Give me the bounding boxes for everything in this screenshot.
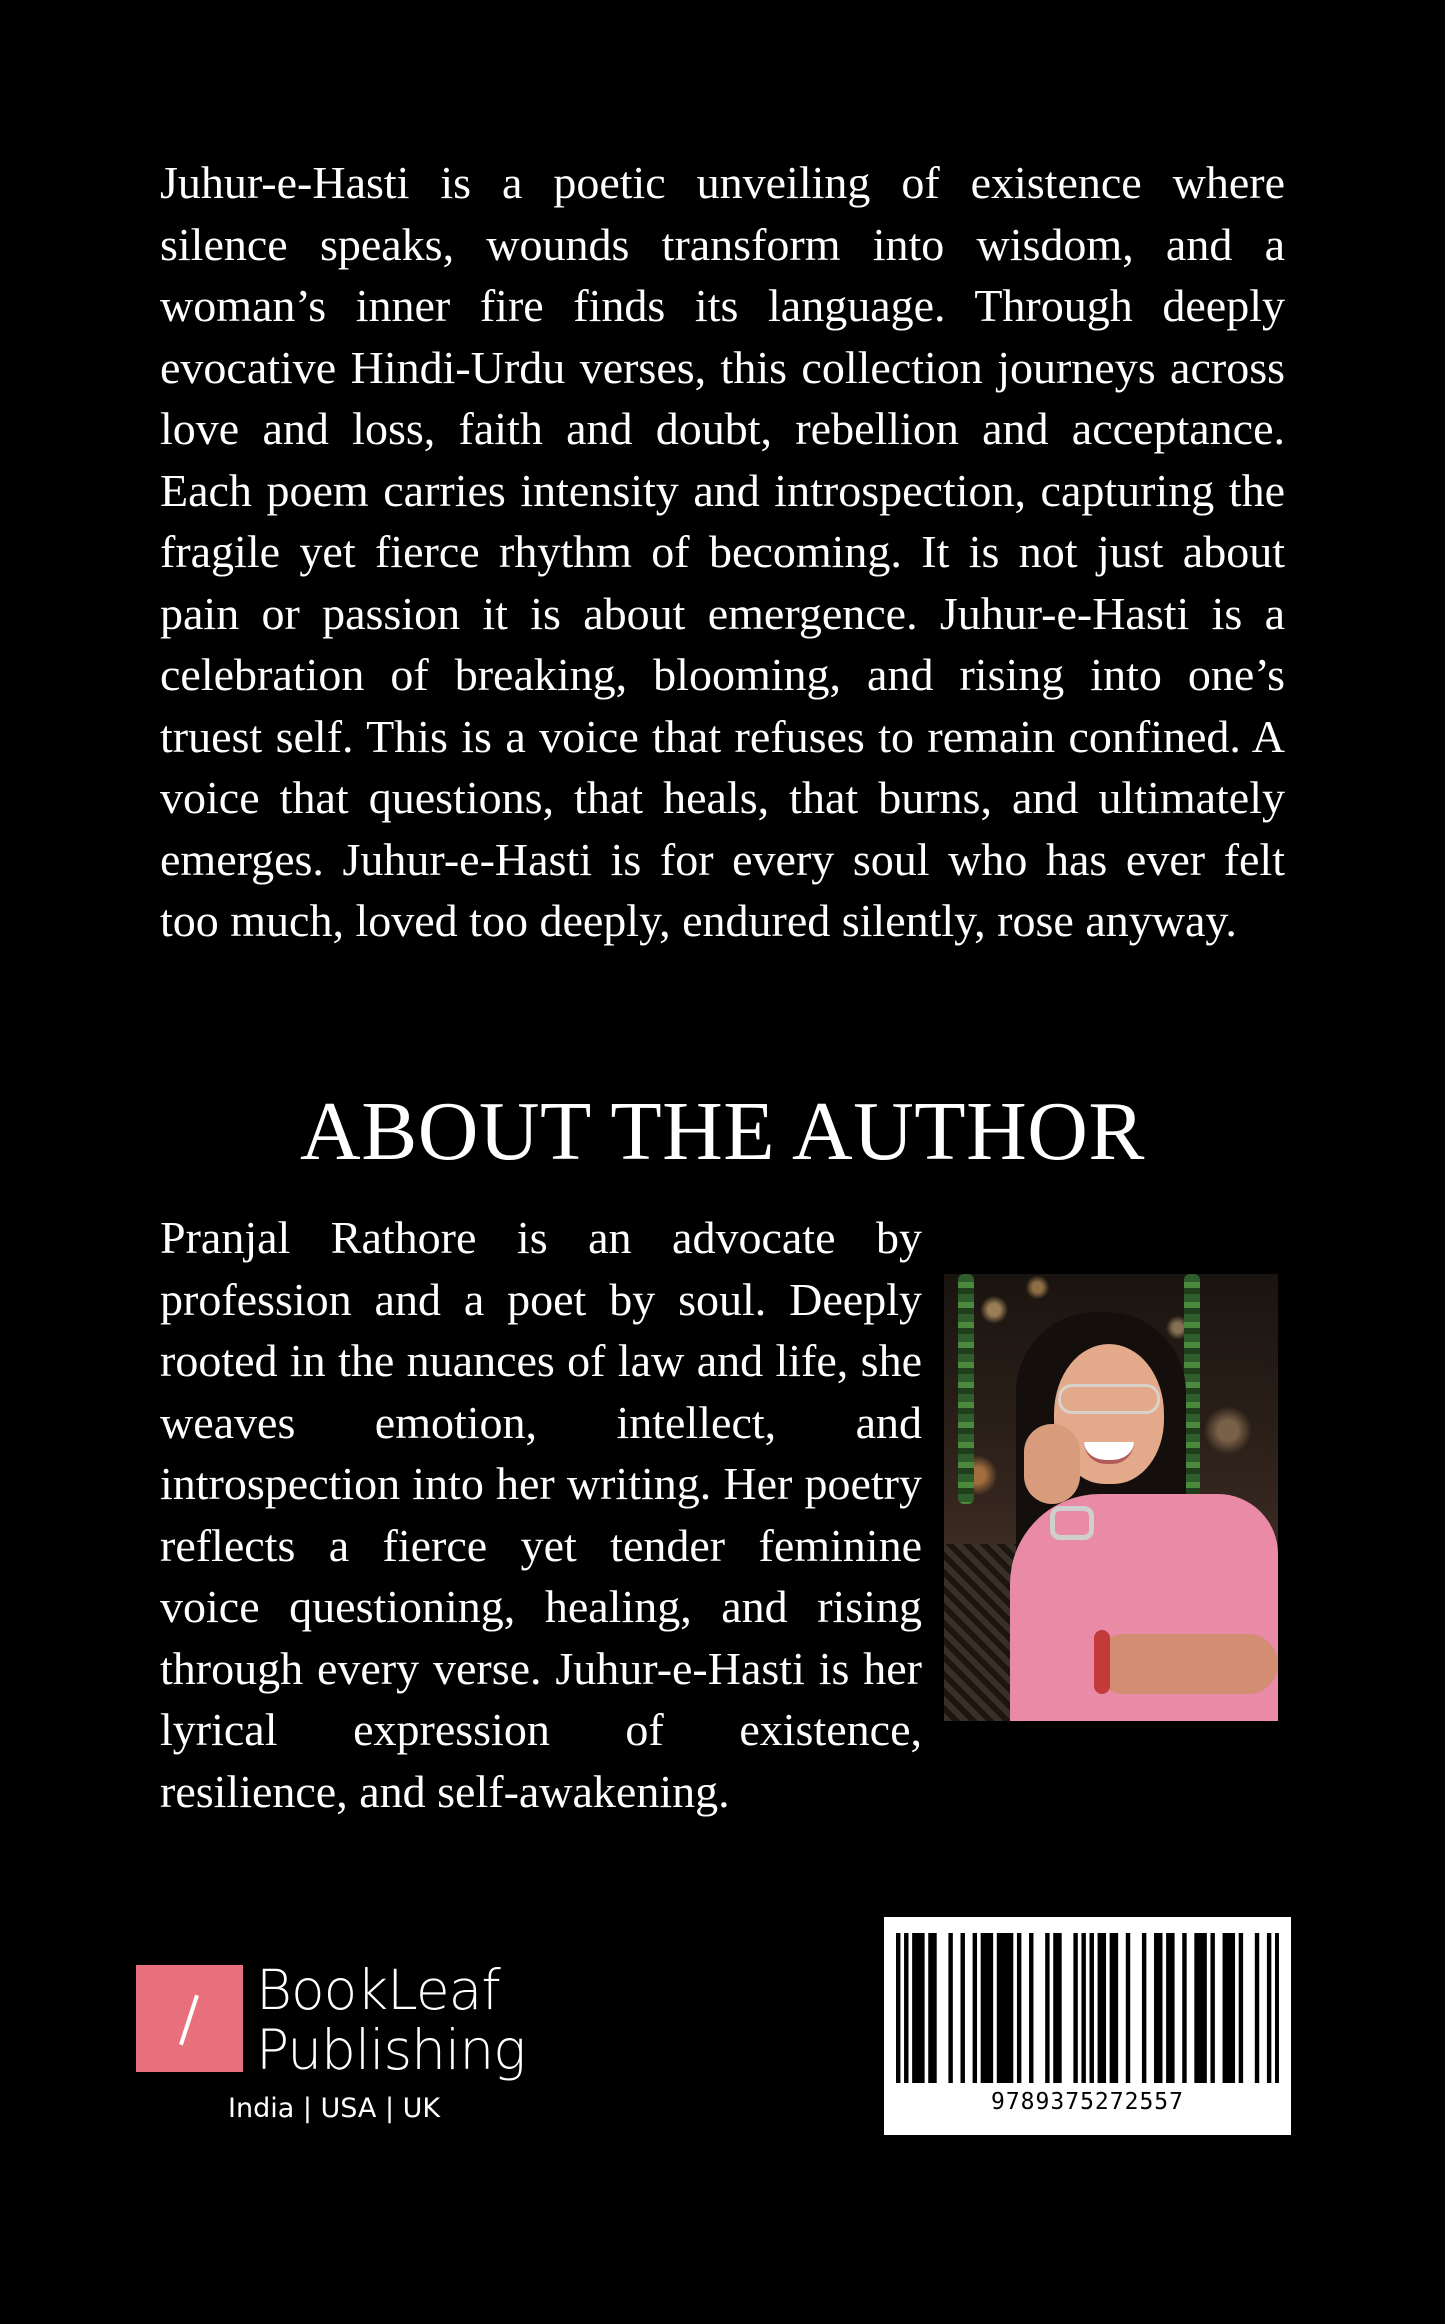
- author-watch: [1050, 1506, 1094, 1540]
- barcode-bar: [1267, 1933, 1271, 2083]
- author-bio: Pranjal Rathore is an advocate by profession and a poet by soul. Deeply rooted in the nuances of law and life, she weaves emotion, intellect, and introspection into her writing. Her poetry reflects a fierce yet tender feminine voice questioning, healing, and rising through every verse. Juhur-e-Hasti is her lyrical expression of existence, resilience, and self-awakening.: [160, 1212, 922, 1817]
- barcode-bar: [904, 1933, 908, 2083]
- author-glasses: [1058, 1384, 1160, 1414]
- barcode-bar: [1017, 1933, 1021, 2083]
- about-author-heading: ABOUT THE AUTHOR: [300, 1085, 1145, 1178]
- vine-decoration: [958, 1274, 974, 1504]
- barcode-bar: [1231, 1933, 1235, 2083]
- author-bangle: [1094, 1630, 1110, 1694]
- barcode-bars: [896, 1933, 1279, 2083]
- publisher-logo-icon: [136, 1965, 243, 2072]
- barcode-bar: [1154, 1933, 1158, 2083]
- publisher-name: [256, 1960, 556, 2080]
- isbn-barcode: [884, 1917, 1291, 2135]
- barcode-bar: [1166, 1933, 1170, 2083]
- author-arm: [1094, 1634, 1278, 1694]
- barcode-bar: [1227, 1933, 1231, 2083]
- barcode-bar: [1126, 1933, 1130, 2083]
- barcode-bar: [1114, 1933, 1118, 2083]
- barcode-bar: [1198, 1933, 1202, 2083]
- barcode-bar: [896, 1933, 900, 2083]
- slash-icon: [179, 1995, 199, 2046]
- barcode-bar: [997, 1933, 1001, 2083]
- barcode-bar: [912, 1933, 916, 2083]
- barcode-bar: [973, 1933, 977, 2083]
- barcode-bar: [932, 1933, 936, 2083]
- barcode-bar: [961, 1933, 965, 2083]
- barcode-bar: [1158, 1933, 1162, 2083]
- barcode-bar: [1090, 1933, 1094, 2083]
- publisher-name-line2: Publishing: [256, 2018, 526, 2082]
- author-hand: [1024, 1424, 1080, 1504]
- barcode-bar: [1110, 1933, 1114, 2083]
- barcode-bar: [1194, 1933, 1198, 2083]
- barcode-bar: [1223, 1933, 1227, 2083]
- barcode-bar: [1081, 1933, 1085, 2083]
- barcode-bar: [985, 1933, 989, 2083]
- barcode-bar: [916, 1933, 920, 2083]
- barcode-bar: [1142, 1933, 1146, 2083]
- barcode-bar: [1182, 1933, 1186, 2083]
- barcode-bar: [1210, 1933, 1214, 2083]
- barcode-bar: [1045, 1933, 1049, 2083]
- barcode-bar: [981, 1933, 985, 2083]
- barcode-bar: [1275, 1933, 1279, 2083]
- publisher-name-line1: BookLeaf: [256, 1958, 500, 2022]
- barcode-bar: [1202, 1933, 1206, 2083]
- barcode-bar: [1073, 1933, 1077, 2083]
- barcode-bar: [1057, 1933, 1061, 2083]
- book-blurb: Juhur-e-Hasti is a poetic unveiling of existence where silence speaks, wounds transform into wisdom, and a woman’s inner fire finds its language. Through deeply evocative Hindi-Urdu verses, this collection journeys across love and loss, faith and doubt, rebellion and acceptance. Each poem carries intensity and introspection, capturing the fragile yet fierce rhythm of becoming. It is not just about pain or passion it is about emergence. Juhur-e-Hasti is a celebration of breaking, blooming, and rising into one’s truest self. This is a voice that refuses to remain confined. A voice that questions, that heals, that burns, and ultimately emerges. Juhur-e-Hasti is for every soul who has ever felt too much, loved too deeply, endured silently, rose anyway.: [160, 157, 1285, 946]
- barcode-bar: [1255, 1933, 1259, 2083]
- barcode-bar: [989, 1933, 993, 2083]
- barcode-bar: [1029, 1933, 1033, 2083]
- barcode-bar: [1098, 1933, 1102, 2083]
- publisher-regions: India | USA | UK: [228, 2093, 441, 2124]
- barcode-bar: [1005, 1933, 1009, 2083]
- barcode-bar: [1239, 1933, 1243, 2083]
- barcode-bar: [1053, 1933, 1057, 2083]
- barcode-bar: [1170, 1933, 1174, 2083]
- barcode-bar: [1009, 1933, 1013, 2083]
- barcode-bar: [920, 1933, 924, 2083]
- barcode-bar: [1001, 1933, 1005, 2083]
- barcode-bar: [948, 1933, 952, 2083]
- barcode-bar: [1102, 1933, 1106, 2083]
- author-photo: [944, 1274, 1278, 1721]
- vine-decoration: [1184, 1274, 1200, 1504]
- isbn-number: 9789375272557: [990, 2089, 1184, 2115]
- barcode-bar: [928, 1933, 932, 2083]
